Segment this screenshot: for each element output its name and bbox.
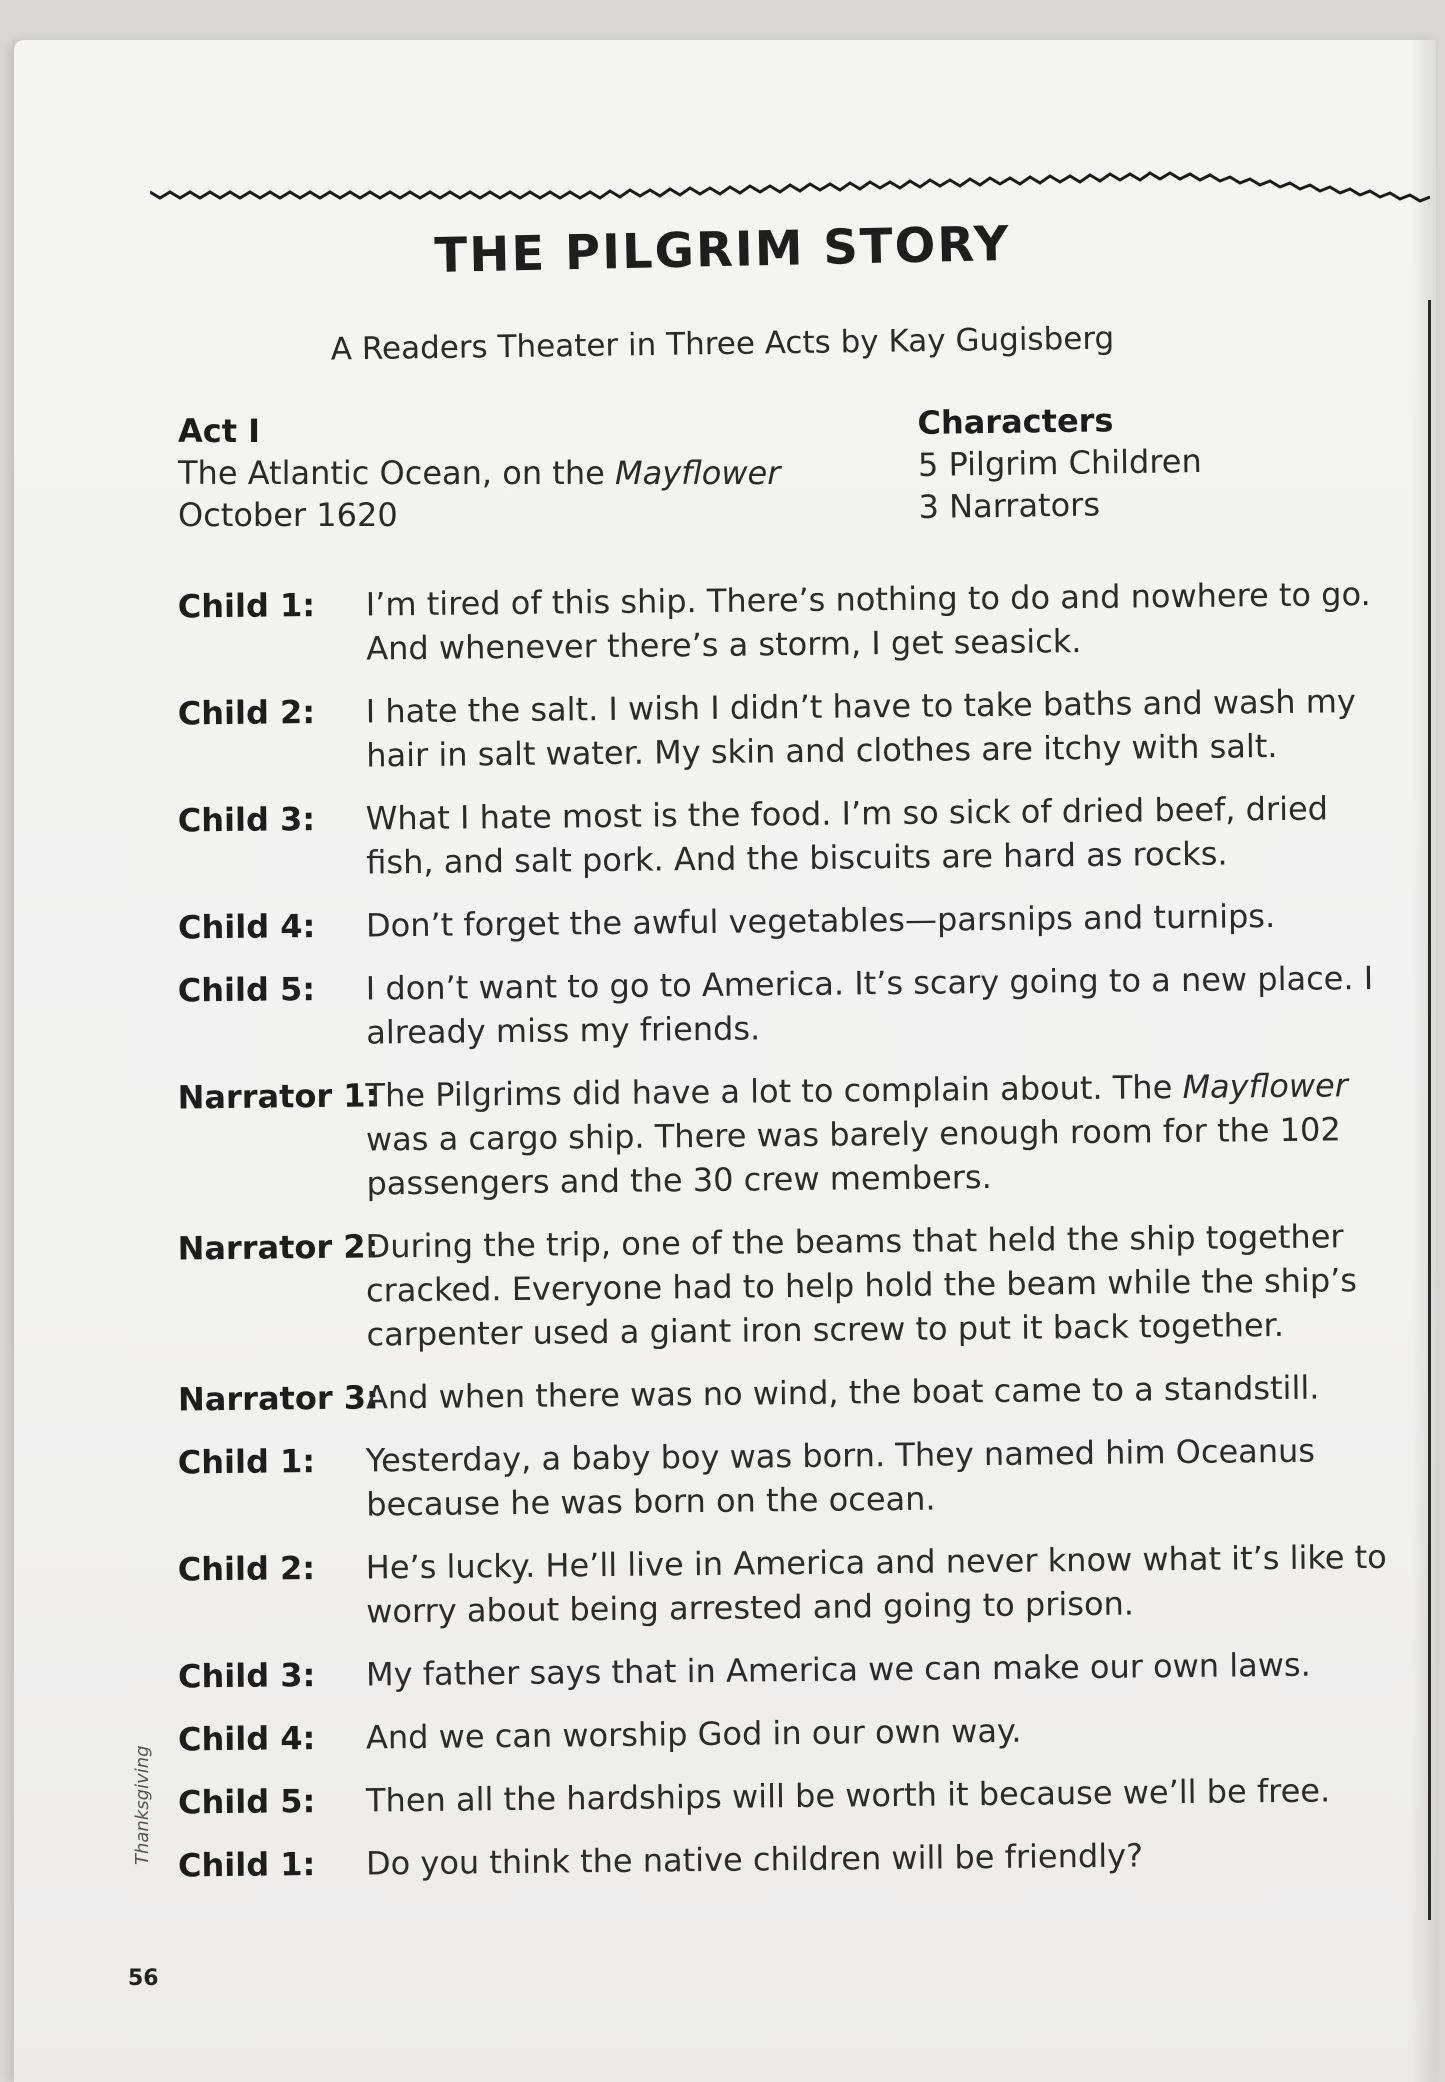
speech-text <box>365 1063 1396 1206</box>
speech-text: Yesterday, a baby boy was born. They named him Oceanus because he was born on the ocean. <box>365 1431 1316 1524</box>
speaker-label: Child 5: <box>177 1782 316 1822</box>
speech-text: Do you think the native children will be friendly? <box>365 1836 1144 1883</box>
script-lines <box>177 575 1418 1900</box>
characters-info <box>917 398 1202 528</box>
speech-text: He’s lucky. He’ll live in America and never know what it’s like to worry about being arrested and going to prison. <box>365 1537 1387 1631</box>
character-item: 5 Pilgrim Children <box>917 442 1203 484</box>
page-number: 56 <box>128 1966 159 1991</box>
speech-text: Don’t forget the awful vegetables—parsnips and turnips. <box>365 897 1276 945</box>
speech-text: My father says that in America we can make our own laws. <box>365 1645 1311 1694</box>
speaker-label: Narrator 3: <box>177 1378 380 1419</box>
act-info <box>178 410 780 536</box>
act-place <box>178 452 780 494</box>
script-line <box>178 1365 1418 1422</box>
speaker-label: Child 1: <box>177 1845 316 1885</box>
script-line <box>178 1428 1419 1529</box>
speech-text: I’m tired of this ship. There’s nothing to do and nowhere to go. And whenever there’s a storm, I get seasick. <box>365 575 1371 668</box>
speech-text: What I hate most is the food. I’m so sick of dried beef, dried fish, and salt pork. And the biscuits are hard as rocks. <box>365 789 1329 882</box>
script-line <box>178 1705 1418 1762</box>
speech-text: I don’t want to go to America. It’s scary going to a new place. I already miss my friends. <box>365 958 1374 1052</box>
speaker-label: Narrator 1: <box>177 1076 379 1117</box>
speaker-label: Child 4: <box>177 1719 316 1759</box>
speaker-label: Narrator 2: <box>177 1227 379 1268</box>
speech-text: I hate the salt. I wish I didn’t have to take baths and wash my hair in salt water. My skin and clothes are itchy with salt. <box>365 682 1357 775</box>
script-line <box>177 1063 1418 1208</box>
speech-text: During the trip, one of the beams that held the ship together cracked. Everyone had to help hold the beam while the ship’s carpenter used a giant iron screw to put it back together. <box>365 1217 1358 1354</box>
speaker-label: Child 4: <box>177 907 316 947</box>
characters-heading: Characters <box>917 401 1114 442</box>
speaker-label: Child 5: <box>177 970 316 1010</box>
ship-name: Mayflower <box>1182 1066 1349 1106</box>
speaker-label: Child 2: <box>177 693 316 733</box>
act-place-prefix: The Atlantic Ocean, on the <box>178 454 615 492</box>
speech-text: And we can worship God in our own way. <box>365 1711 1022 1757</box>
speaker-label: Child 1: <box>177 586 316 626</box>
speech-text: And when there was no wind, the boat came to a standstill. <box>365 1368 1320 1417</box>
script-line <box>178 679 1419 780</box>
act-date: October 1620 <box>178 496 398 534</box>
speech-text: Then all the hardships will be worth it because we’ll be free. <box>365 1771 1331 1820</box>
speaker-label: Child 2: <box>177 1549 316 1589</box>
speaker-label: Child 3: <box>177 1656 316 1696</box>
page-subtitle: A Readers Theater in Three Acts by Kay Gugisberg <box>330 320 1115 368</box>
script-line <box>178 1642 1418 1699</box>
script-line <box>178 893 1418 950</box>
script-line <box>178 956 1419 1057</box>
script-line <box>178 1535 1419 1636</box>
script-line <box>178 1768 1418 1825</box>
act-heading: Act I <box>178 412 261 450</box>
section-label: Thanksgiving <box>132 1745 153 1865</box>
script-line <box>178 572 1419 673</box>
act-place-ship: Mayflower <box>614 454 781 492</box>
script-line <box>177 1214 1418 1359</box>
speech-text-part: was a cargo ship. There was barely enough room for the 102 passengers and the 30 crew members. <box>365 1110 1341 1203</box>
script-line <box>178 786 1419 887</box>
speaker-label: Child 3: <box>177 800 316 840</box>
page-title: THE PILGRIM STORY <box>433 215 1011 285</box>
character-item: 3 Narrators <box>918 485 1101 526</box>
margin-rule <box>1428 300 1431 1920</box>
speech-text-part: The Pilgrims did have a lot to complain about. The <box>365 1067 1183 1115</box>
script-line <box>178 1831 1418 1888</box>
speaker-label: Child 1: <box>177 1442 316 1482</box>
